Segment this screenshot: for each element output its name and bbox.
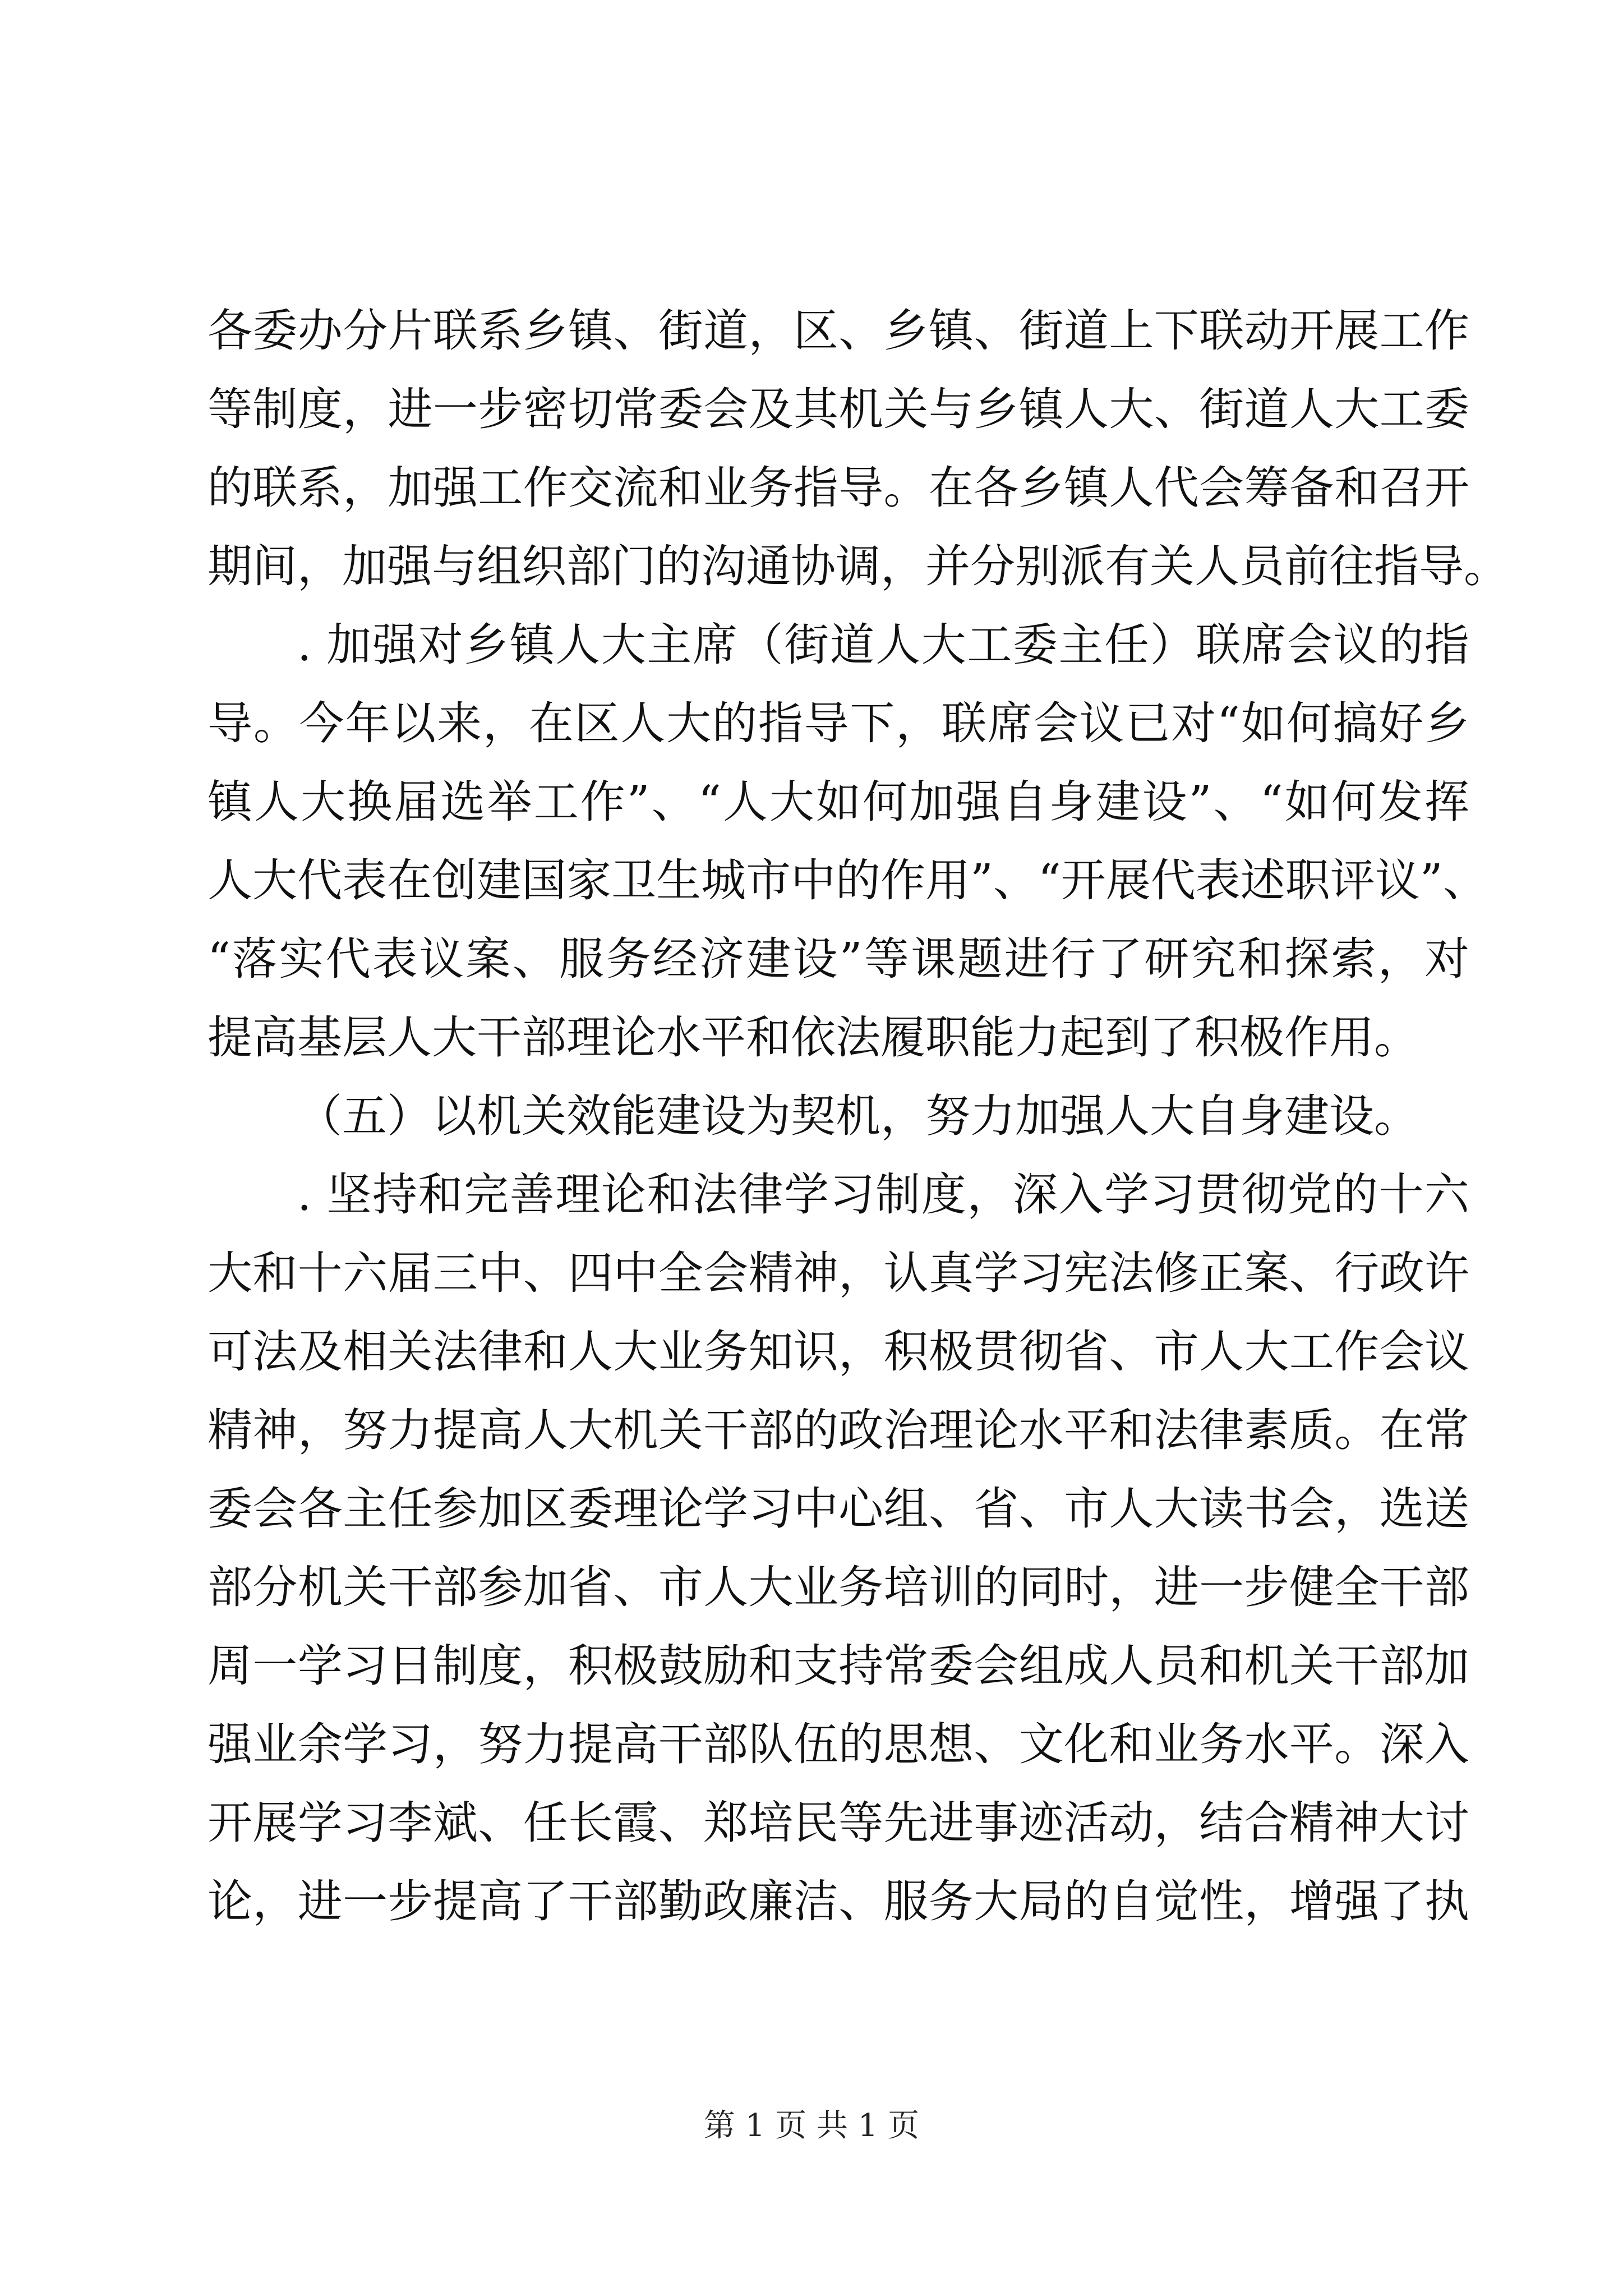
body-line: 委会各主任参加区委理论学习中心组、省、市人大读书会，选送	[208, 1483, 1469, 1535]
body-line: 期间，加强与组织部门的沟通协调，并分别派有关人员前往指导。	[208, 540, 1509, 592]
body-line: “落实代表议案、服务经济建设”等课题进行了研究和探索，对	[208, 933, 1469, 985]
body-line: 导。今年以来，在区人大的指导下，联席会议已对“如何搞好乡	[208, 697, 1469, 749]
body-line: . 加强对乡镇人大主席（街道人大工委主任）联席会议的指	[297, 619, 1469, 671]
body-line: . 坚持和完善理论和法律学习制度，深入学习贯彻党的十六	[297, 1168, 1469, 1221]
body-line: 精神，努力提高人大机关干部的政治理论水平和法律素质。在常	[208, 1404, 1469, 1456]
body-line: 的联系，加强工作交流和业务指导。在各乡镇人代会筹备和召开	[208, 462, 1469, 514]
body-line: 镇人大换届选举工作”、“人大如何加强自身建设”、“如何发挥	[208, 776, 1469, 828]
body-line: 开展学习李斌、任长霞、郑培民等先进事迹活动，结合精神大讨	[208, 1797, 1469, 1849]
body-line: 人大代表在创建国家卫生城市中的作用”、“开展代表述职评议”、	[208, 854, 1488, 907]
body-line: 可法及相关法律和人大业务知识，积极贯彻省、市人大工作会议	[208, 1326, 1469, 1378]
body-line: 论，进一步提高了干部勤政廉洁、服务大局的自觉性，增强了执	[208, 1875, 1469, 1927]
body-line: 提高基层人大干部理论水平和依法履职能力起到了积极作用。	[208, 1011, 1419, 1064]
body-line: 各委办分片联系乡镇、街道，区、乡镇、街道上下联动开展工作	[208, 305, 1469, 357]
section-heading: （五）以机关效能建设为契机，努力加强人大自身建设。	[297, 1090, 1419, 1142]
page-number-footer: 第 1 页 共 1 页	[703, 2108, 920, 2144]
body-line: 强业余学习，努力提高干部队伍的思想、文化和业务水平。深入	[208, 1718, 1469, 1770]
body-line: 等制度，进一步密切常委会及其机关与乡镇人大、街道人大工委	[208, 383, 1469, 435]
body-line: 周一学习日制度，积极鼓励和支持常委会组成人员和机关干部加	[208, 1640, 1469, 1692]
body-line: 大和十六届三中、四中全会精神，认真学习宪法修正案、行政许	[208, 1247, 1469, 1299]
body-line: 部分机关干部参加省、市人大业务培训的同时，进一步健全干部	[208, 1561, 1469, 1613]
